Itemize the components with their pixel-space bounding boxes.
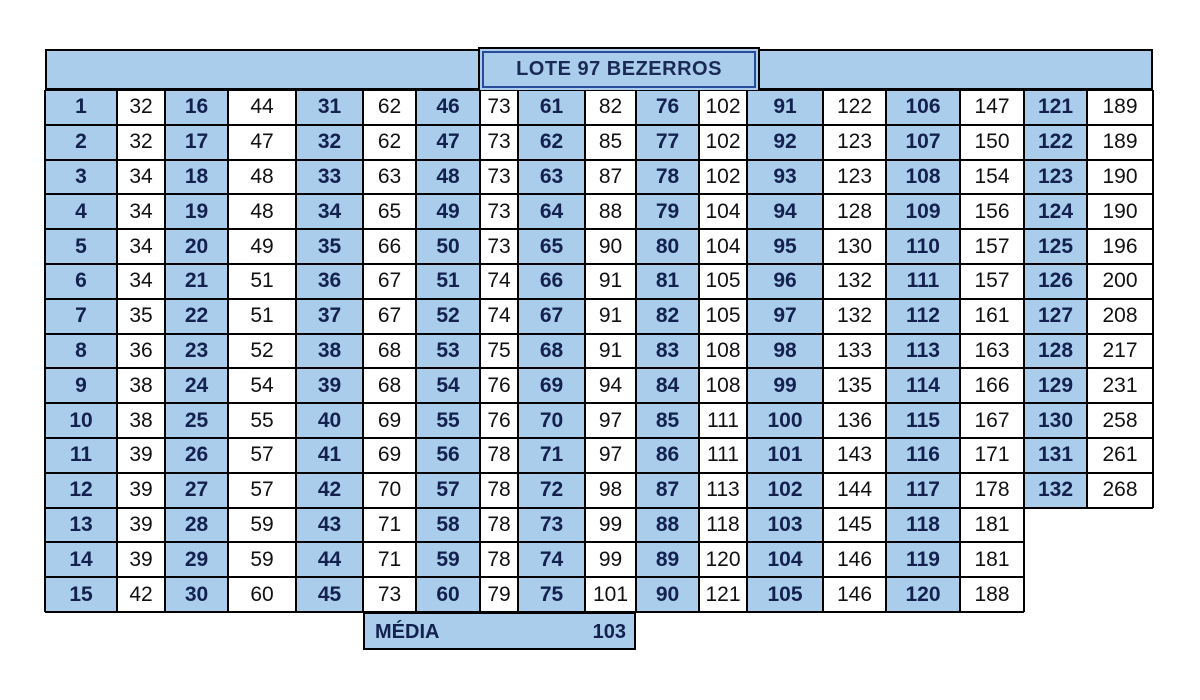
animal-number-cell: 99	[747, 368, 823, 403]
animal-number-cell: 49	[416, 194, 480, 229]
weight-value-cell: 261	[1087, 438, 1153, 473]
weight-value-cell: 34	[117, 194, 165, 229]
weight-value-cell: 196	[1087, 229, 1153, 264]
weight-value-cell: 67	[363, 264, 416, 299]
weight-value-cell: 34	[117, 160, 165, 195]
group-divider	[885, 90, 887, 612]
animal-number-cell: 77	[636, 125, 699, 160]
animal-number-cell: 59	[416, 542, 480, 577]
animal-number-cell: 122	[1024, 125, 1087, 160]
weight-value-cell: 78	[480, 508, 518, 543]
animal-number-cell: 96	[747, 264, 823, 299]
group-divider	[44, 90, 46, 612]
weight-value-cell: 104	[699, 229, 747, 264]
animal-number-cell: 91	[747, 90, 823, 125]
group-bottom-border	[1024, 507, 1153, 509]
weight-value-cell: 231	[1087, 368, 1153, 403]
weight-value-cell: 123	[823, 160, 886, 195]
weight-value-cell: 69	[363, 438, 416, 473]
animal-number-cell: 97	[747, 299, 823, 334]
animal-number-cell: 127	[1024, 299, 1087, 334]
weight-value-cell: 128	[823, 194, 886, 229]
weight-value-cell: 82	[585, 90, 636, 125]
animal-number-cell: 16	[165, 90, 228, 125]
weight-value-cell: 51	[228, 299, 296, 334]
animal-number-cell: 64	[518, 194, 585, 229]
animal-number-cell: 5	[45, 229, 117, 264]
animal-number-cell: 38	[296, 334, 363, 369]
animal-number-cell: 65	[518, 229, 585, 264]
weight-value-cell: 57	[228, 438, 296, 473]
weight-value-cell: 68	[363, 368, 416, 403]
animal-number-cell: 98	[747, 334, 823, 369]
group-bottom-border	[747, 611, 886, 613]
weight-value-cell: 102	[699, 160, 747, 195]
animal-number-cell: 74	[518, 542, 585, 577]
animal-number-cell: 66	[518, 264, 585, 299]
animal-number-cell: 53	[416, 334, 480, 369]
animal-number-cell: 93	[747, 160, 823, 195]
animal-number-cell: 123	[1024, 160, 1087, 195]
animal-number-cell: 87	[636, 473, 699, 508]
weight-value-cell: 36	[117, 334, 165, 369]
weight-value-cell: 113	[699, 473, 747, 508]
animal-number-cell: 120	[886, 577, 960, 612]
group-divider	[517, 90, 519, 612]
weight-value-cell: 74	[480, 264, 518, 299]
animal-number-cell: 33	[296, 160, 363, 195]
weight-value-cell: 130	[823, 229, 886, 264]
weight-value-cell: 59	[228, 508, 296, 543]
weight-value-cell: 88	[585, 194, 636, 229]
weight-value-cell: 62	[363, 125, 416, 160]
animal-number-cell: 9	[45, 368, 117, 403]
weight-value-cell: 189	[1087, 90, 1153, 125]
weight-value-cell: 63	[363, 160, 416, 195]
weight-value-cell: 39	[117, 473, 165, 508]
weight-value-cell: 99	[585, 508, 636, 543]
animal-number-cell: 108	[886, 160, 960, 195]
animal-number-cell: 76	[636, 90, 699, 125]
weight-value-cell: 97	[585, 403, 636, 438]
weight-value-cell: 147	[960, 90, 1024, 125]
weight-value-cell: 143	[823, 438, 886, 473]
animal-number-cell: 130	[1024, 403, 1087, 438]
animal-number-cell: 18	[165, 160, 228, 195]
animal-number-cell: 121	[1024, 90, 1087, 125]
animal-number-cell: 25	[165, 403, 228, 438]
animal-number-cell: 60	[416, 577, 480, 612]
weight-value-cell: 73	[480, 229, 518, 264]
animal-number-cell: 107	[886, 125, 960, 160]
group-divider	[415, 90, 417, 612]
weight-value-cell: 104	[699, 194, 747, 229]
weight-value-cell: 258	[1087, 403, 1153, 438]
weight-value-cell: 38	[117, 368, 165, 403]
average-value: 103	[592, 621, 626, 643]
weight-value-cell: 35	[117, 299, 165, 334]
weight-value-cell: 105	[699, 264, 747, 299]
animal-number-cell: 132	[1024, 473, 1087, 508]
weight-value-cell: 76	[480, 368, 518, 403]
weight-value-cell: 66	[363, 229, 416, 264]
weight-value-cell: 79	[480, 577, 518, 612]
weight-value-cell: 144	[823, 473, 886, 508]
animal-number-cell: 48	[416, 160, 480, 195]
animal-number-cell: 89	[636, 542, 699, 577]
weight-value-cell: 75	[480, 334, 518, 369]
animal-number-cell: 119	[886, 542, 960, 577]
weight-value-cell: 167	[960, 403, 1024, 438]
weight-value-cell: 111	[699, 438, 747, 473]
animal-number-cell: 42	[296, 473, 363, 508]
animal-number-cell: 11	[45, 438, 117, 473]
animal-number-cell: 27	[165, 473, 228, 508]
animal-number-cell: 104	[747, 542, 823, 577]
animal-number-cell: 30	[165, 577, 228, 612]
animal-number-cell: 14	[45, 542, 117, 577]
weight-value-cell: 71	[363, 508, 416, 543]
weight-value-cell: 91	[585, 299, 636, 334]
animal-number-cell: 17	[165, 125, 228, 160]
weight-value-cell: 190	[1087, 160, 1153, 195]
weight-value-cell: 68	[363, 334, 416, 369]
animal-number-cell: 106	[886, 90, 960, 125]
weight-value-cell: 200	[1087, 264, 1153, 299]
weight-value-cell: 101	[585, 577, 636, 612]
weight-value-cell: 136	[823, 403, 886, 438]
weight-value-cell: 171	[960, 438, 1024, 473]
animal-number-cell: 37	[296, 299, 363, 334]
animal-number-cell: 92	[747, 125, 823, 160]
animal-number-cell: 63	[518, 160, 585, 195]
animal-number-cell: 19	[165, 194, 228, 229]
animal-number-cell: 44	[296, 542, 363, 577]
weight-value-cell: 146	[823, 577, 886, 612]
weight-value-cell: 156	[960, 194, 1024, 229]
weight-value-cell: 52	[228, 334, 296, 369]
group-bottom-border	[886, 611, 1024, 613]
group-divider	[295, 90, 297, 612]
animal-number-cell: 51	[416, 264, 480, 299]
animal-number-cell: 1	[45, 90, 117, 125]
animal-number-cell: 90	[636, 577, 699, 612]
animal-number-cell: 101	[747, 438, 823, 473]
weight-value-cell: 48	[228, 194, 296, 229]
animal-number-cell: 88	[636, 508, 699, 543]
weight-value-cell: 108	[699, 334, 747, 369]
animal-number-cell: 10	[45, 403, 117, 438]
animal-number-cell: 113	[886, 334, 960, 369]
animal-number-cell: 80	[636, 229, 699, 264]
weight-value-cell: 60	[228, 577, 296, 612]
animal-number-cell: 115	[886, 403, 960, 438]
animal-number-cell: 100	[747, 403, 823, 438]
animal-number-cell: 45	[296, 577, 363, 612]
animal-number-cell: 73	[518, 508, 585, 543]
animal-number-cell: 116	[886, 438, 960, 473]
weight-value-cell: 78	[480, 473, 518, 508]
weight-value-cell: 133	[823, 334, 886, 369]
weight-value-cell: 57	[228, 473, 296, 508]
weight-value-cell: 73	[363, 577, 416, 612]
weight-value-cell: 94	[585, 368, 636, 403]
animal-number-cell: 13	[45, 508, 117, 543]
weight-value-cell: 178	[960, 473, 1024, 508]
group-divider	[746, 90, 748, 612]
animal-number-cell: 20	[165, 229, 228, 264]
weight-value-cell: 150	[960, 125, 1024, 160]
animal-number-cell: 94	[747, 194, 823, 229]
weight-value-cell: 99	[585, 542, 636, 577]
weight-value-cell: 32	[117, 90, 165, 125]
animal-number-cell: 109	[886, 194, 960, 229]
weight-value-cell: 65	[363, 194, 416, 229]
animal-number-cell: 79	[636, 194, 699, 229]
weight-value-cell: 39	[117, 542, 165, 577]
weight-value-cell: 67	[363, 299, 416, 334]
weight-value-cell: 208	[1087, 299, 1153, 334]
animal-number-cell: 85	[636, 403, 699, 438]
weight-value-cell: 118	[699, 508, 747, 543]
weight-value-cell: 102	[699, 90, 747, 125]
weight-value-cell: 132	[823, 299, 886, 334]
animal-number-cell: 71	[518, 438, 585, 473]
animal-number-cell: 28	[165, 508, 228, 543]
weight-value-cell: 34	[117, 229, 165, 264]
animal-number-cell: 118	[886, 508, 960, 543]
weight-value-cell: 78	[480, 438, 518, 473]
average-label: MÉDIA	[375, 621, 440, 643]
weight-value-cell: 135	[823, 368, 886, 403]
weight-value-cell: 166	[960, 368, 1024, 403]
animal-number-cell: 102	[747, 473, 823, 508]
animal-number-cell: 129	[1024, 368, 1087, 403]
animal-number-cell: 128	[1024, 334, 1087, 369]
animal-number-cell: 4	[45, 194, 117, 229]
weight-value-cell: 157	[960, 229, 1024, 264]
animal-number-cell: 8	[45, 334, 117, 369]
animal-number-cell: 61	[518, 90, 585, 125]
animal-number-cell: 24	[165, 368, 228, 403]
weight-value-cell: 62	[363, 90, 416, 125]
sheet-title: LOTE 97 BEZERROS	[478, 47, 760, 92]
animal-number-cell: 83	[636, 334, 699, 369]
weight-value-cell: 120	[699, 542, 747, 577]
animal-number-cell: 6	[45, 264, 117, 299]
animal-number-cell: 126	[1024, 264, 1087, 299]
animal-number-cell: 54	[416, 368, 480, 403]
animal-number-cell: 55	[416, 403, 480, 438]
animal-number-cell: 62	[518, 125, 585, 160]
animal-number-cell: 23	[165, 334, 228, 369]
animal-number-cell: 131	[1024, 438, 1087, 473]
animal-number-cell: 117	[886, 473, 960, 508]
animal-number-cell: 95	[747, 229, 823, 264]
animal-number-cell: 112	[886, 299, 960, 334]
weight-value-cell: 189	[1087, 125, 1153, 160]
animal-number-cell: 35	[296, 229, 363, 264]
weight-value-cell: 70	[363, 473, 416, 508]
animal-number-cell: 34	[296, 194, 363, 229]
weight-value-cell: 132	[823, 264, 886, 299]
group-divider	[1023, 90, 1025, 508]
animal-number-cell: 81	[636, 264, 699, 299]
weight-value-cell: 157	[960, 264, 1024, 299]
animal-number-cell: 3	[45, 160, 117, 195]
animal-number-cell: 103	[747, 508, 823, 543]
animal-number-cell: 40	[296, 403, 363, 438]
group-divider	[164, 90, 166, 612]
weight-value-cell: 102	[699, 125, 747, 160]
weight-value-cell: 105	[699, 299, 747, 334]
weight-value-cell: 42	[117, 577, 165, 612]
weight-value-cell: 73	[480, 160, 518, 195]
animal-number-cell: 105	[747, 577, 823, 612]
weight-value-cell: 48	[228, 160, 296, 195]
animal-number-cell: 58	[416, 508, 480, 543]
animal-number-cell: 124	[1024, 194, 1087, 229]
animal-number-cell: 21	[165, 264, 228, 299]
weight-value-cell: 145	[823, 508, 886, 543]
animal-number-cell: 50	[416, 229, 480, 264]
weight-value-cell: 78	[480, 542, 518, 577]
weight-value-cell: 87	[585, 160, 636, 195]
weight-value-cell: 71	[363, 542, 416, 577]
average-box	[363, 612, 636, 650]
weight-value-cell: 268	[1087, 473, 1153, 508]
animal-number-cell: 43	[296, 508, 363, 543]
weight-value-cell: 154	[960, 160, 1024, 195]
animal-number-cell: 78	[636, 160, 699, 195]
animal-number-cell: 70	[518, 403, 585, 438]
animal-number-cell: 26	[165, 438, 228, 473]
weight-value-cell: 76	[480, 403, 518, 438]
weight-value-cell: 190	[1087, 194, 1153, 229]
weight-value-cell: 73	[480, 125, 518, 160]
group-bottom-border	[45, 611, 165, 613]
animal-number-cell: 110	[886, 229, 960, 264]
weight-value-cell: 163	[960, 334, 1024, 369]
group-divider	[635, 90, 637, 612]
weight-value-cell: 59	[228, 542, 296, 577]
weight-value-cell: 39	[117, 508, 165, 543]
animal-number-cell: 82	[636, 299, 699, 334]
weight-value-cell: 161	[960, 299, 1024, 334]
weight-value-cell: 47	[228, 125, 296, 160]
weight-value-cell: 181	[960, 508, 1024, 543]
animal-number-cell: 46	[416, 90, 480, 125]
weight-value-cell: 123	[823, 125, 886, 160]
animal-number-cell: 69	[518, 368, 585, 403]
weight-value-cell: 98	[585, 473, 636, 508]
weight-value-cell: 122	[823, 90, 886, 125]
weight-value-cell: 51	[228, 264, 296, 299]
animal-number-cell: 15	[45, 577, 117, 612]
animal-number-cell: 84	[636, 368, 699, 403]
weight-value-cell: 73	[480, 90, 518, 125]
animal-number-cell: 2	[45, 125, 117, 160]
animal-number-cell: 75	[518, 577, 585, 612]
animal-number-cell: 68	[518, 334, 585, 369]
weight-value-cell: 69	[363, 403, 416, 438]
animal-number-cell: 114	[886, 368, 960, 403]
weight-value-cell: 97	[585, 438, 636, 473]
animal-number-cell: 39	[296, 368, 363, 403]
weight-value-cell: 85	[585, 125, 636, 160]
weight-value-cell: 91	[585, 264, 636, 299]
group-bottom-border	[165, 611, 296, 613]
weight-value-cell: 49	[228, 229, 296, 264]
weight-value-cell: 34	[117, 264, 165, 299]
animal-number-cell: 125	[1024, 229, 1087, 264]
animal-number-cell: 7	[45, 299, 117, 334]
weight-value-cell: 73	[480, 194, 518, 229]
animal-number-cell: 56	[416, 438, 480, 473]
weight-value-cell: 32	[117, 125, 165, 160]
weight-value-cell: 55	[228, 403, 296, 438]
group-divider	[1152, 90, 1154, 508]
animal-number-cell: 32	[296, 125, 363, 160]
weight-value-cell: 44	[228, 90, 296, 125]
animal-number-cell: 52	[416, 299, 480, 334]
weight-value-cell: 39	[117, 438, 165, 473]
weight-value-cell: 38	[117, 403, 165, 438]
weight-value-cell: 146	[823, 542, 886, 577]
weight-value-cell: 74	[480, 299, 518, 334]
animal-number-cell: 86	[636, 438, 699, 473]
weight-value-cell: 121	[699, 577, 747, 612]
weight-value-cell: 217	[1087, 334, 1153, 369]
weight-value-cell: 54	[228, 368, 296, 403]
animal-number-cell: 31	[296, 90, 363, 125]
weight-value-cell: 181	[960, 542, 1024, 577]
weight-value-cell: 108	[699, 368, 747, 403]
animal-number-cell: 36	[296, 264, 363, 299]
weight-value-cell: 188	[960, 577, 1024, 612]
weight-value-cell: 91	[585, 334, 636, 369]
animal-number-cell: 72	[518, 473, 585, 508]
animal-number-cell: 22	[165, 299, 228, 334]
animal-number-cell: 29	[165, 542, 228, 577]
animal-number-cell: 41	[296, 438, 363, 473]
animal-number-cell: 57	[416, 473, 480, 508]
animal-number-cell: 67	[518, 299, 585, 334]
animal-number-cell: 12	[45, 473, 117, 508]
group-bottom-border	[636, 611, 747, 613]
animal-number-cell: 47	[416, 125, 480, 160]
animal-number-cell: 111	[886, 264, 960, 299]
weight-value-cell: 111	[699, 403, 747, 438]
weight-value-cell: 90	[585, 229, 636, 264]
